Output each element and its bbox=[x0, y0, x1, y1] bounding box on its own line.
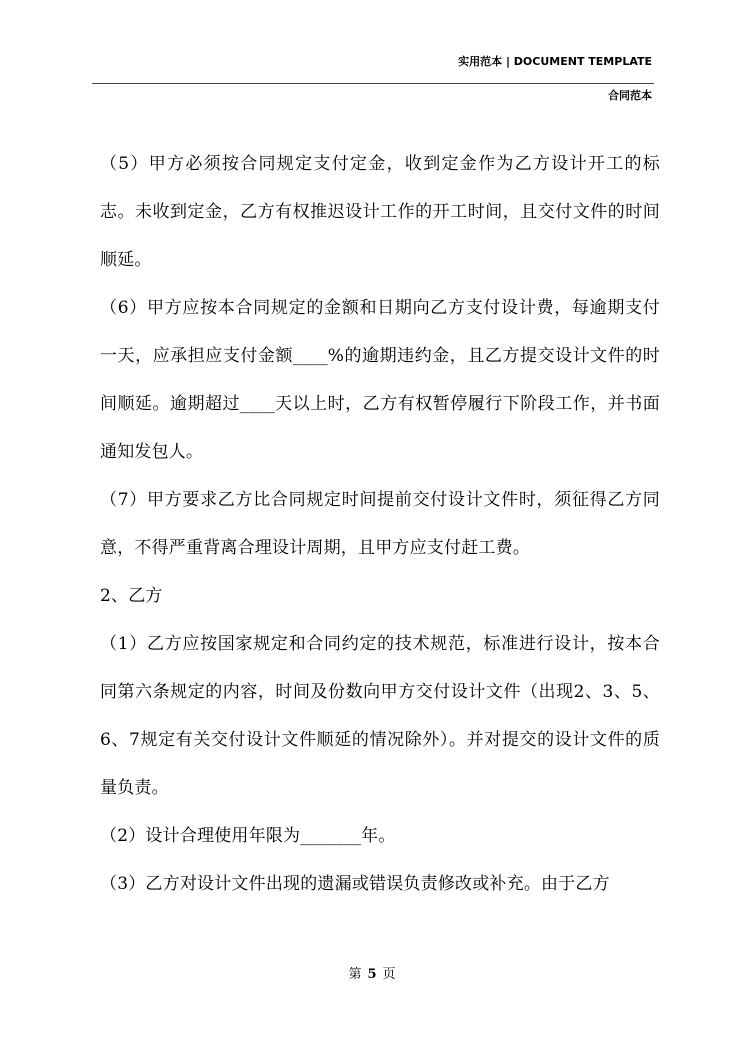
section-heading-party-b: 2、乙方 bbox=[100, 586, 163, 606]
paragraph-party-a-7: （7）甲方要求乙方比合同规定时间提前交付设计文件时，须征得乙方同意，不得严重背离合理设计周期，且甲方应支付赶工费。 bbox=[100, 490, 660, 558]
document-body bbox=[100, 140, 660, 908]
paragraph-party-a-6: （6）甲方应按本合同规定的金额和日期向乙方支付设计费，每逾期支付一天，应承担应支付金额____%的逾期违约金，且乙方提交设计文件的时间顺延。逾期超过____天以上时，乙方有权暂停履行下阶段工作，并书面通知发包人。 bbox=[100, 298, 660, 462]
page-suffix: 页 bbox=[382, 967, 396, 982]
paragraph-party-b-3: （3）乙方对设计文件出现的遗漏或错误负责修改或补充。由于乙方 bbox=[100, 874, 610, 894]
paragraph-party-a-5: （5）甲方必须按合同规定支付定金，收到定金作为乙方设计开工的标志。未收到定金，乙方有权推迟设计工作的开工时间，且交付文件的时间顺延。 bbox=[100, 154, 660, 270]
page-prefix: 第 bbox=[348, 967, 362, 982]
header-divider bbox=[92, 83, 654, 84]
header-contract-template-label: 合同范本 bbox=[608, 89, 652, 102]
header-document-template-label: 实用范本 | DOCUMENT TEMPLATE bbox=[458, 55, 652, 68]
paragraph-party-b-1: （1）乙方应按国家规定和合同约定的技术规范，标准进行设计，按本合同第六条规定的内容，时间及份数向甲方交付设计文件（出现2、3、5、6、7规定有关交付设计文件顺延的情况除外）。并对提交的设计文件的质量负责。 bbox=[100, 634, 660, 798]
paragraph-party-b-2: （2）设计合理使用年限为_______年。 bbox=[100, 826, 396, 846]
page-number: 5 bbox=[367, 967, 377, 982]
page-footer bbox=[0, 963, 744, 982]
